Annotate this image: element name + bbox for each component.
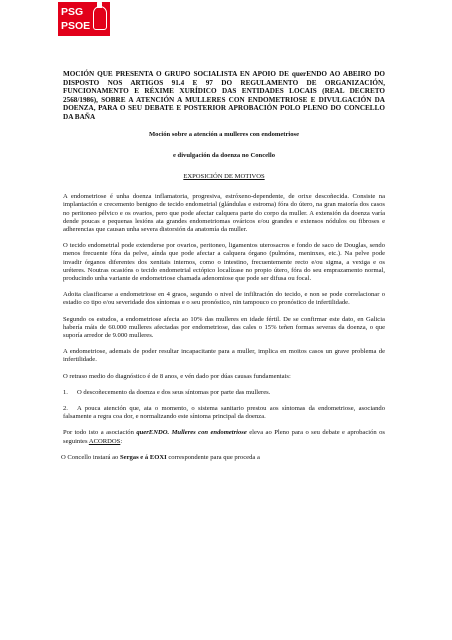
closing-paragraph: [63, 429, 385, 445]
agreement-entity: Sergas e á EOXI: [119, 453, 167, 461]
association-name: querENDO. Mulleres con endometriose: [136, 429, 247, 437]
closing-text: eleva ao Pleno para o seu debate e aprobación os seguintes: [63, 429, 386, 445]
logo-line-1: PSG: [61, 6, 84, 18]
agreement-line: [61, 454, 385, 462]
agreement-text: correspondente para que proceda a: [166, 453, 260, 461]
list-text: O descoñecemento da doenza e dos seus síntomas por parte das mulleres.: [77, 388, 271, 396]
section-heading: EXPOSICIÓN DE MOTIVOS: [183, 172, 265, 180]
fist-rose-icon: [93, 6, 107, 30]
motion-subtitle-1: Moción sobre a atención a mulleres con endometriose: [148, 130, 300, 138]
paragraph-5: A endometriose, ademais de poder resultar incapacitante para a muller, implica en moitos casos un grave problema de infertilidade.: [63, 348, 385, 364]
motion-title: MOCIÓN QUE PRESENTA O GRUPO SOCIALISTA EN APOIO DE querENDO AO ABEIRO DO DISPOSTO NOS ARTIGOS 91.4 E 97 DO REGULAMENTO DE ORGANIZACIÓN, FUNCIONAMENTO E RÉXIME XURÍDICO DAS ENTIDADES LOCAIS (REAL DECRETO 2568/1986), SOBRE A ATENCIÓN A MULLERES CON ENDOMETRIOSE E DIVULGACIÓN DA DOENZA, PARA O SEU DEBATE E POSTERIOR APROBACIÓN POLO PLENO DO CONCELLO DA BAÑA: [63, 70, 385, 121]
motion-subtitle-2: e divulgación da doenza no Concello: [172, 151, 276, 159]
paragraph-1: A endometriose é unha doenza inflamatoria, progresiva, estróxeno-dependente, de orixe descoñecida. Consiste na implantación e crecemento benigno de tecido endometrial (glándulas e estroma) fóra do útero, na gran maioría dos casos no peritoneo pélvico e os ovarios, pero que pode afectar calquera parte do corpo da muller. A extensión da doenza varía dende poucas e pequenas lesións ata grandes endometriomas ováricos e/ou grandes e extensos nódulos ou fibroses e adherencias que causan unha severa distorsión da anatomía da muller.: [63, 193, 385, 233]
list-number: 1.: [63, 388, 68, 396]
closing-text: :: [120, 437, 123, 445]
list-item: [63, 405, 385, 421]
paragraph-2: O tecido endometrial pode extenderse por ovarios, peritoneo, ligamentos uterosacros e fondo de saco de Douglas, sendo menos frecuente fóra da pelve, aínda que pode afectar a calquera órgano (pulmóns, meninxes, etc.). Na pelve pode invadir órganos diferentes dos xenitais internos, como o intestino, frecuentemente recto e/ou sigma, a vexiga e os uréteres. Noutras ocasións o tecido endometrial ectópico localízase no propio útero, fóra do seu emprazamento normal, producindo unha variante de endometriose chamada adenomiose que pode ser difusa ou focal.: [63, 242, 385, 282]
paragraph-6: O retraso medio do diagnóstico é de 8 anos, e vén dado por dúas causas fundamentais:: [63, 372, 291, 380]
document-body: [63, 70, 385, 470]
agreement-text: O Concello instará ao: [61, 453, 120, 461]
paragraph-3: Adoita clasificarse a endometriose en 4 graos, segundo o nivel de infiltración do tecido, e non se pode correlacionar o estadio co tipo e/ou severidade dos síntomas e o seu pronóstico, nin tampouco co pronóstico de infertilidade.: [63, 291, 385, 307]
psg-psoe-logo: [58, 2, 110, 36]
closing-text: Por todo isto a asociación: [63, 429, 137, 437]
logo-line-2: PSOE: [61, 20, 91, 32]
paragraph-4: Segundo os estudos, a endometriose afecta ao 10% das mulleres en idade fértil. De se confirmar este dato, en Galicia habería máis de 60.000 mulleres afectadas por endometriose, das cales o 15% teñen formas severas da doenza, o que suporía arredor de 9.000 mulleres.: [63, 315, 385, 340]
list-text: A pouca atención que, ata o momento, o sistema sanitario prestou aos síntomas da endometriose, asociando falsamente a regra coa dor, e normalizando este síntoma principal da doenza.: [63, 405, 385, 421]
list-item: [63, 389, 385, 397]
acordos-label: ACORDOS: [88, 437, 121, 445]
list-number: 2.: [63, 405, 68, 413]
